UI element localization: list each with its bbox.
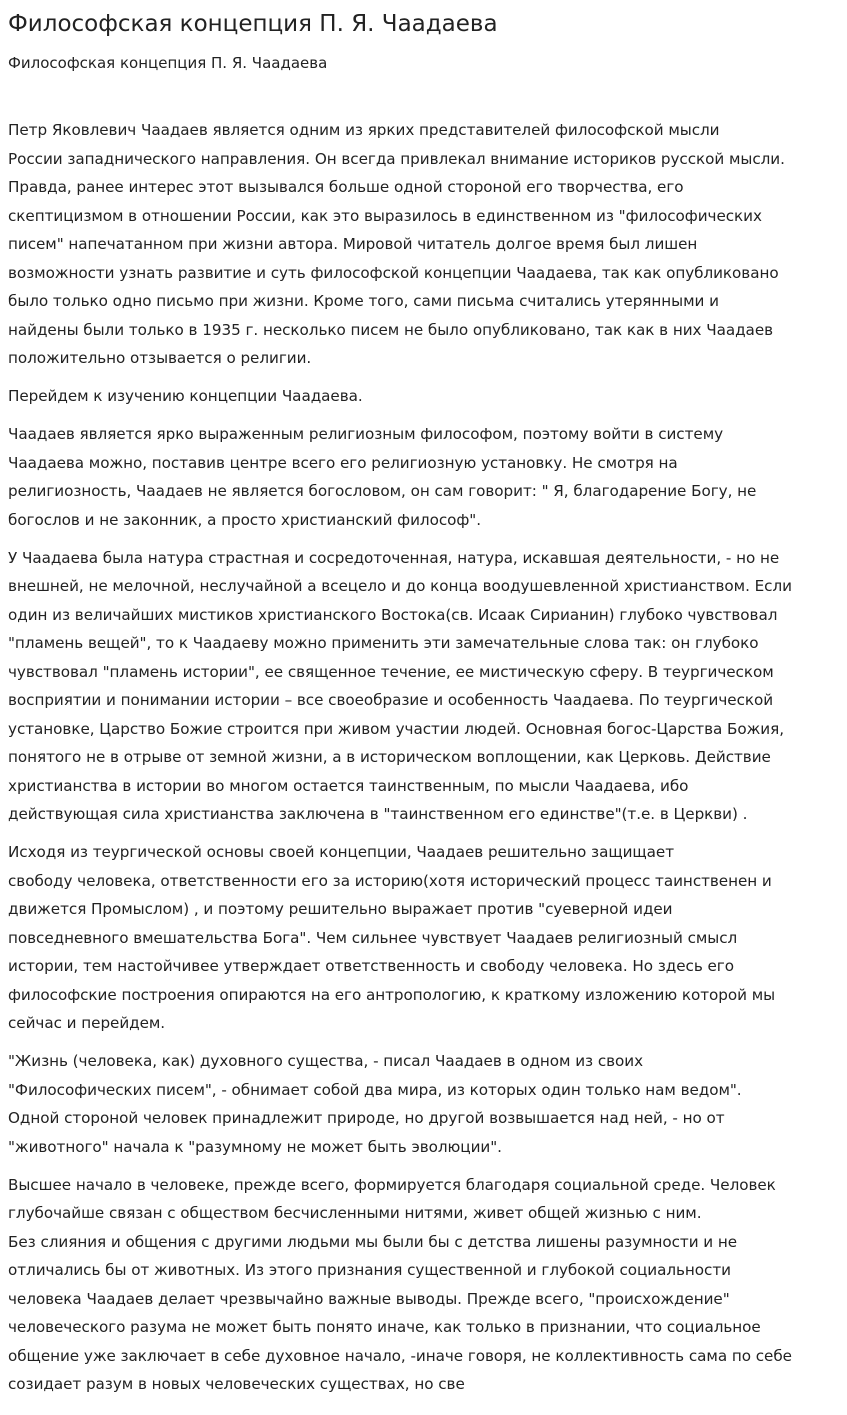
paragraph: Чаадаев является ярко выраженным религиозным философом, поэтому войти в систему Чаадаева можно, поставив центре всего его религиозную установку. Не смотря на религиозность, Чаадаев не является богословом, он сам говорит: " Я, благодарение Богу, не богослов и не законник, а просто христианский философ".	[8, 425, 757, 529]
paragraph: Высшее начало в человеке, прежде всего, формируется благодаря социальной среде. Человек глубочайше связан с обществом бесчисленными нитями, живет общей жизнью с ним. Без слияния и общения с другими людьми мы были бы с детства лишены разумности и не отличались бы от животных. Из этого признания существенной и глубокой социальности человека Чаадаев делает чрезвычайно важные выводы. Прежде всего, "происхождение" человеческого разума не может быть понято иначе, как только в признании, что социальное общение уже заключает в себе духовное начало, -иначе говоря, не коллективность сама по себе созидает разум в новых человеческих существах, но све	[8, 1175, 792, 1393]
paragraph: У Чаадаева была натура страстная и сосредоточенная, натура, искавшая деятельности, - но не внешней, не мелочной, неслучайной а всецело и до конца воодушевленной христианством. Если один из величайших мистиков христианского Востока(св. Исаак Сирианин) глубоко чувствовал "пламень вещей", то к Чаадаеву можно применить эти замечательные слова так: он глубоко чувствовал "пламень истории", ее священное течение, ее мистическую сферу. В теургическом восприятии и понимании истории – все своеобразие и особенность Чаадаева. По теургической установке, Царство Божие строится при живом участии людей. Основная богос-Царства Божия, понятого не в отрыве от земной жизни, а в историческом воплощении, как Церковь. Действие христианства в истории во многом остается таинственным, по мысли Чаадаева, ибо действующая сила христианства заключена в "таинственном его единстве"(т.е. в Церкви) .	[8, 548, 792, 823]
page-title: Философская концепция П. Я. Чаадаева	[8, 11, 498, 37]
article-subtitle: Философская концепция П. Я. Чаадаева	[8, 54, 328, 72]
paragraph: Перейдем к изучению концепции Чаадаева.	[8, 387, 363, 405]
paragraph: Петр Яковлевич Чаадаев является одним из ярких представителей философской мысли России западнического направления. Он всегда привлекал внимание историков русской мысли. Правда, ранее интерес этот вызывался больше одной стороной его творчества, его скептицизмом в отношении России, как это выразилось в единственном из "философических писем" напечатанном при жизни автора. Мировой читатель долгое время был лишен возможности узнать развитие и суть философской концепции Чаадаева, так как опубликовано было только одно письмо при жизни. Кроме того, сами письма считались утерянными и найдены были только в 1935 г. несколько писем не было опубликовано, так как в них Чаадаев положительно отзывается о религии.	[8, 121, 785, 367]
paragraph: "Жизнь (человека, как) духовного существа, - писал Чаадаев в одном из своих "Философических писем", - обнимает собой два мира, из которых один только нам ведом". Одной стороной человек принадлежит природе, но другой возвышается над ней, - но от "животного" начала к "разумному не может быть эволюции".	[8, 1052, 742, 1156]
article-body	[8, 116, 839, 1399]
paragraph: Исходя из теургической основы своей концепции, Чаадаев решительно защищает свободу человека, ответственности его за историю(хотя исторический процесс таинственен и движется Промыслом) , и поэтому решительно выражает против "суеверной идеи повседневного вмешательства Бога". Чем сильнее чувствует Чаадаев религиозный смысл истории, тем настойчивее утверждает ответственность и свободу человека. Но здесь его философские построения опираются на его антропологию, к краткому изложению которой мы сейчас и перейдем.	[8, 843, 776, 1032]
